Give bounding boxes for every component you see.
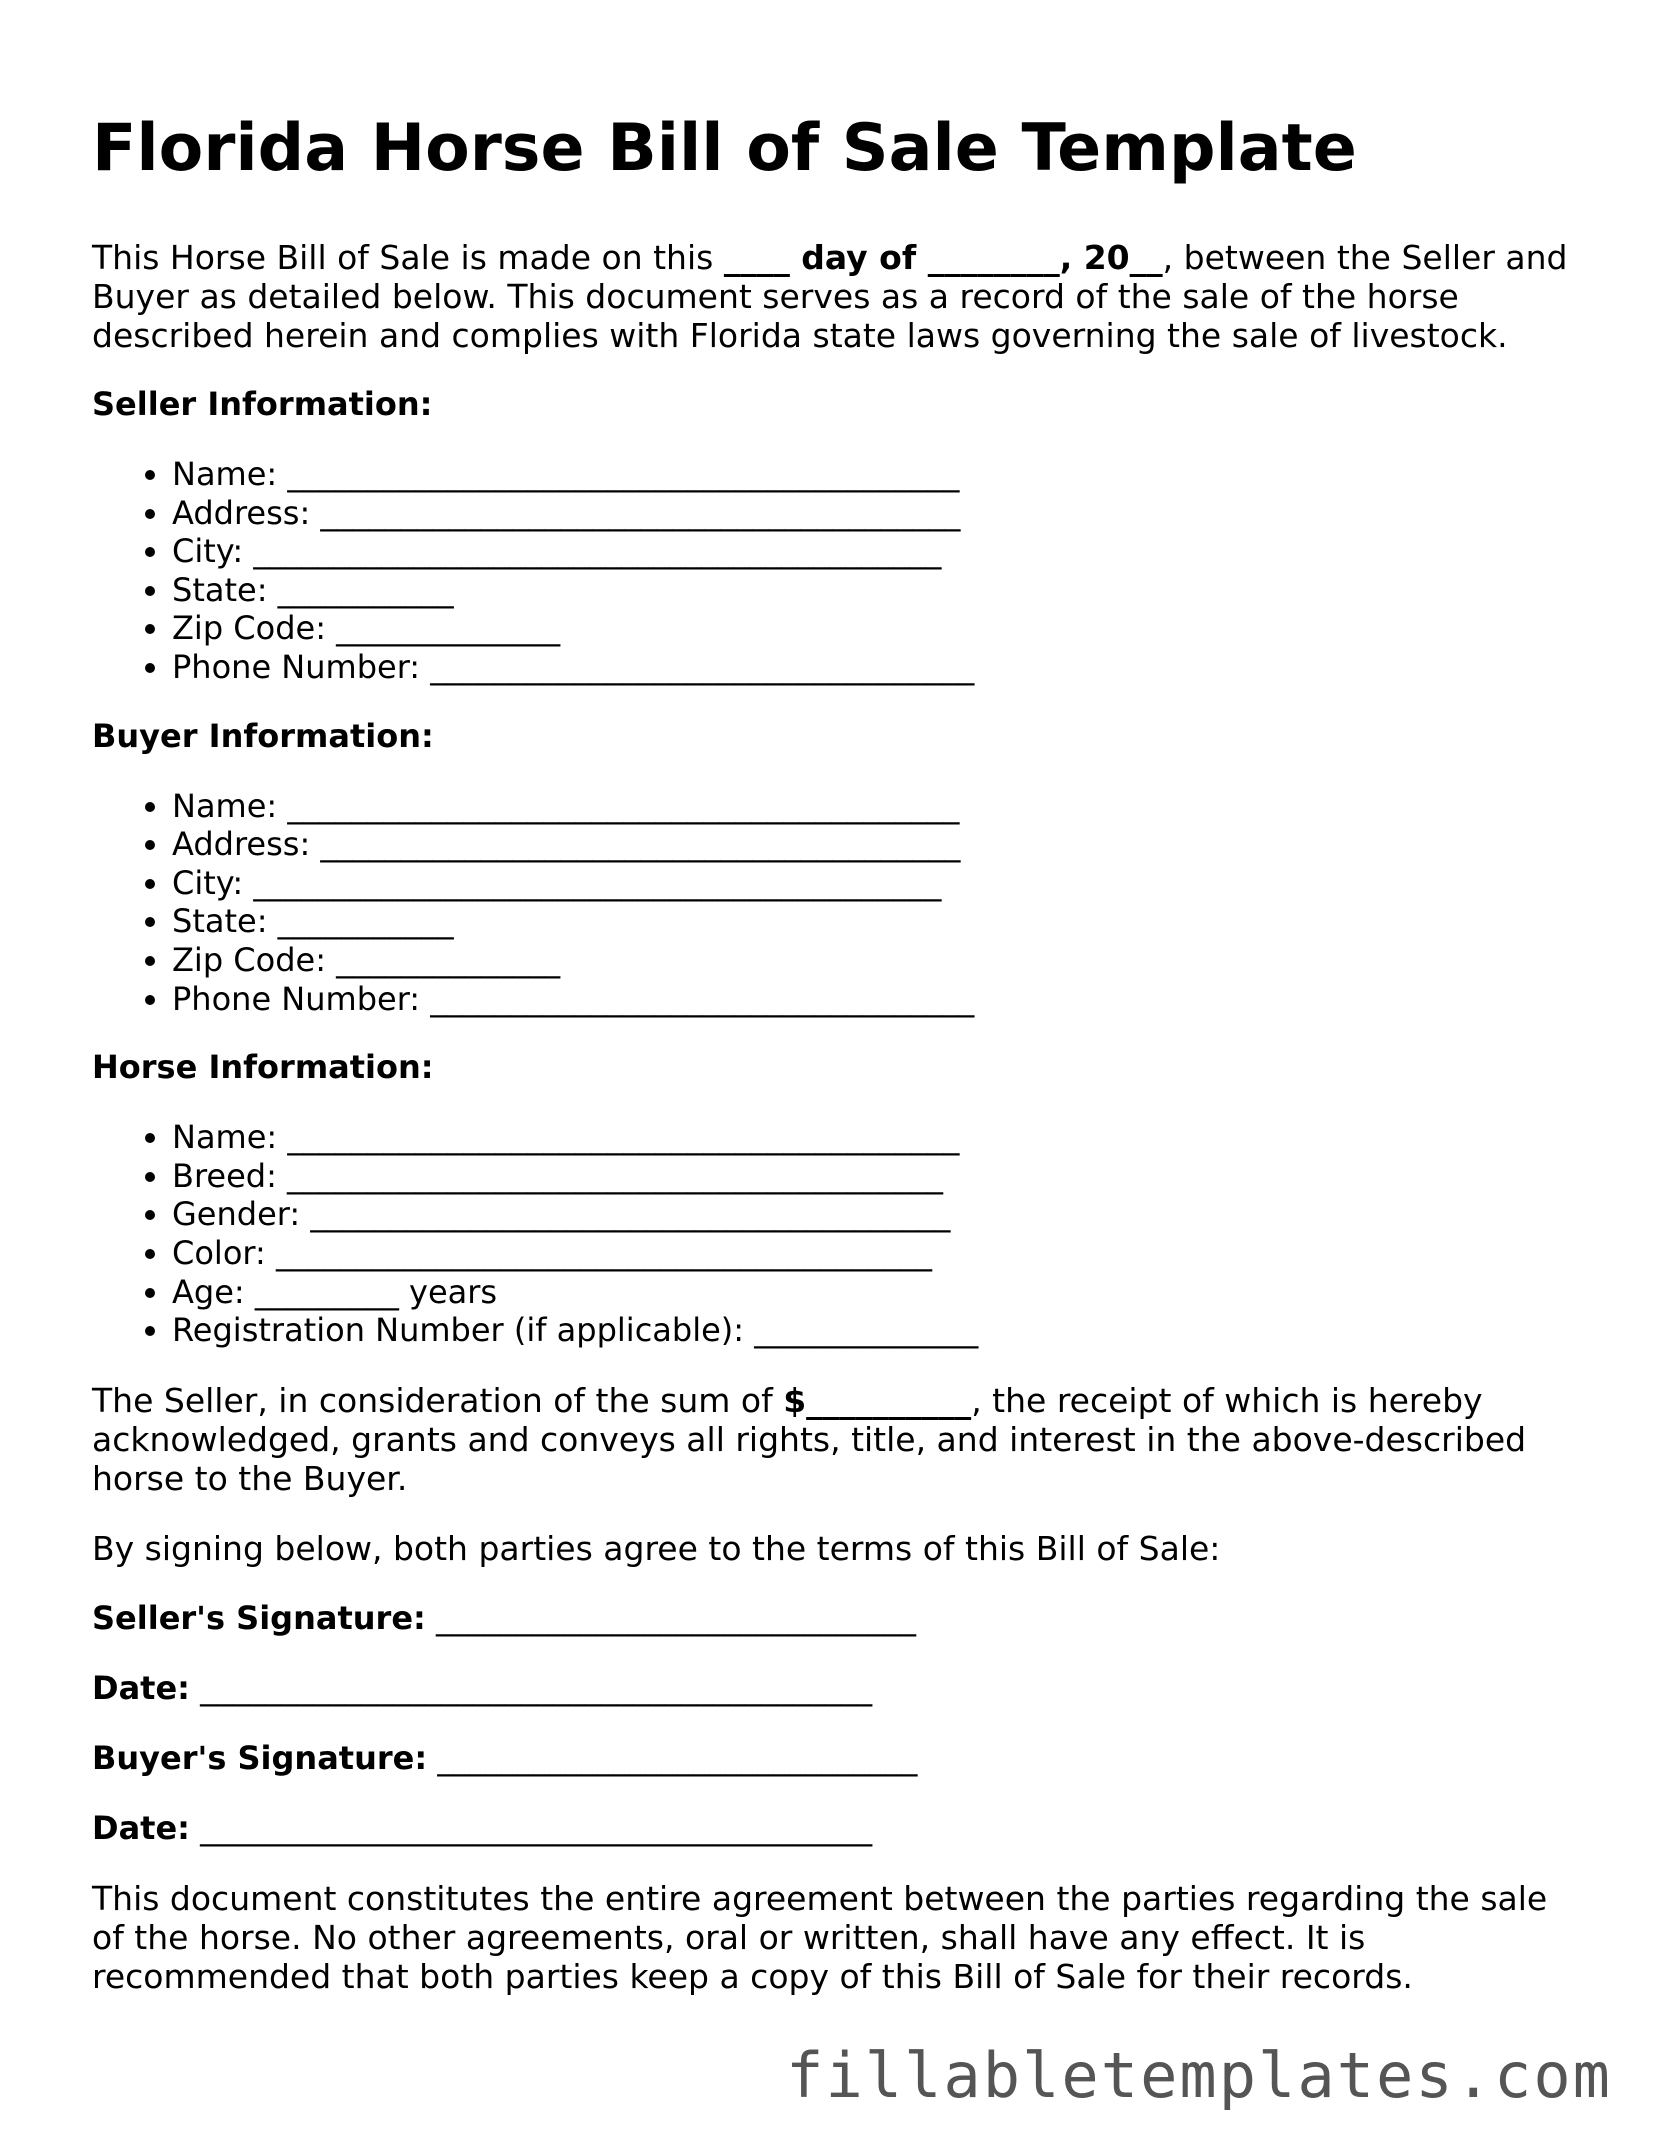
intro-text-start: This Horse Bill of Sale is made on this: [92, 238, 724, 277]
seller-date-label: Date:: [92, 1668, 190, 1707]
intro-paragraph: [92, 238, 1572, 355]
buyer-date-label: Date:: [92, 1808, 190, 1847]
consideration-text-end: , the receipt of which is hereby acknowledged, grants and conveys all rights, title, and interest in the above-described horse to the Buyer.: [92, 1380, 1527, 1498]
seller-signature-label: Seller's Signature:: [92, 1598, 426, 1637]
horse-registration-field[interactable]: • Registration Number (if applicable): ______________: [172, 1311, 1572, 1350]
intro-text-end: , between the Seller and Buyer as detailed below. This document serves as a record of the sale of the horse described herein and complies with Florida state laws governing the sale of livestock.: [92, 238, 1568, 355]
seller-zip-field[interactable]: • Zip Code: ______________: [172, 609, 1572, 648]
seller-date-line[interactable]: [92, 1669, 1572, 1708]
seller-signature-blank[interactable]: ______________________________: [425, 1598, 916, 1637]
buyer-date-blank[interactable]: __________________________________________: [189, 1808, 873, 1847]
intro-date-blank: ____ day of ________, 20__: [723, 238, 1163, 277]
buyer-phone-field[interactable]: • Phone Number: __________________________________: [172, 980, 1572, 1019]
document-page: [92, 110, 1572, 1996]
seller-heading: Seller Information:: [92, 385, 433, 423]
seller-state-field[interactable]: • State: ___________: [172, 571, 1572, 610]
seller-phone-field[interactable]: • Phone Number: __________________________________: [172, 648, 1572, 687]
seller-address-field[interactable]: • Address: ________________________________________: [172, 494, 1572, 533]
buyer-signature-label: Buyer's Signature:: [92, 1738, 428, 1777]
horse-age-field[interactable]: • Age: _________ years: [172, 1273, 1572, 1312]
buyer-signature-line[interactable]: [92, 1739, 1572, 1778]
seller-city-field[interactable]: • City: ___________________________________________: [172, 532, 1572, 571]
closing-paragraph: This document constitutes the entire agreement between the parties regarding the sale of the horse. No other agreements, oral or written, shall have any effect. It is recommended that both parties keep a copy of this Bill of Sale for their records.: [92, 1878, 1548, 1996]
consideration-text-start: The Seller, in consideration of the sum of: [92, 1380, 784, 1420]
seller-date-blank[interactable]: __________________________________________: [189, 1668, 873, 1707]
horse-color-field[interactable]: • Color: _________________________________________: [172, 1234, 1572, 1273]
buyer-info-list: [92, 787, 1572, 1019]
horse-info-list: [92, 1118, 1572, 1350]
horse-gender-field[interactable]: • Gender: ________________________________________: [172, 1195, 1572, 1234]
horse-name-field[interactable]: • Name: __________________________________________: [172, 1118, 1572, 1157]
buyer-name-field[interactable]: • Name: __________________________________________: [172, 787, 1572, 826]
consideration-paragraph: [92, 1381, 1572, 1498]
buyer-city-field[interactable]: • City: ___________________________________________: [172, 864, 1572, 903]
buyer-address-field[interactable]: • Address: ________________________________________: [172, 825, 1572, 864]
horse-breed-field[interactable]: • Breed: _________________________________________: [172, 1157, 1572, 1196]
buyer-heading: Buyer Information:: [92, 716, 434, 755]
site-watermark: fillabletemplates.com: [786, 2039, 1612, 2112]
buyer-state-field[interactable]: • State: ___________: [172, 902, 1572, 941]
page-title: Florida Horse Bill of Sale Template: [92, 111, 1357, 186]
seller-name-field[interactable]: • Name: __________________________________________: [172, 455, 1572, 494]
agree-paragraph: By signing below, both parties agree to the terms of this Bill of Sale:: [92, 1528, 1221, 1568]
buyer-date-line[interactable]: [92, 1809, 1572, 1848]
consideration-amount-blank[interactable]: $__________: [783, 1380, 972, 1420]
seller-info-list: [92, 455, 1572, 687]
seller-signature-line[interactable]: [92, 1599, 1572, 1638]
buyer-zip-field[interactable]: • Zip Code: ______________: [172, 941, 1572, 980]
buyer-signature-blank[interactable]: ______________________________: [427, 1738, 918, 1777]
horse-heading: Horse Information:: [92, 1048, 434, 1087]
